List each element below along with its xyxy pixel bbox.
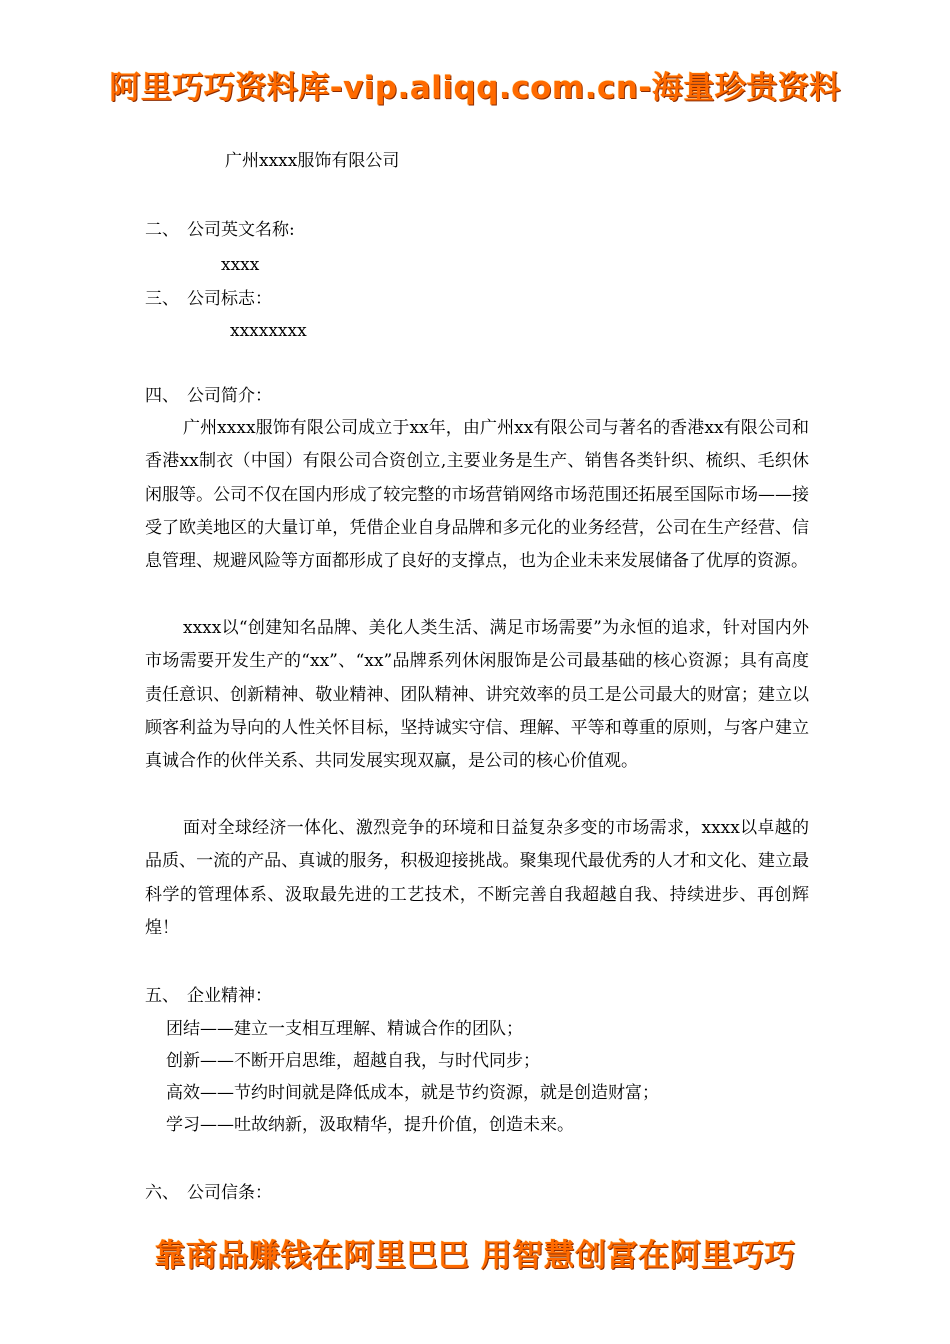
logo-value: xxxxxxxx bbox=[230, 321, 307, 341]
spirit-item: 团结——建立一支相互理解、精诚合作的团队； bbox=[166, 1019, 523, 1039]
profile-paragraph: 广州xxxx服饰有限公司成立于xx年，由广州xx有限公司与著名的香港xx有限公司和香港xx制衣（中国）有限公司合资创立,主要业务是生产、销售各类针织、梳织、毛织休闲服等。公司不仅在国内形成了较完整的市场营销网络市场范围还拓展至国际市场——接受了欧美地区的大量订单，凭借企业自身品牌和多元化的业务经营，公司在生产经营、信息管理、规避风险等方面都形成了良好的支撑点，也为企业未来发展储备了优厚的资源。 bbox=[145, 418, 809, 572]
section-heading-spirit bbox=[145, 985, 272, 1007]
section-number: 二、 bbox=[145, 220, 179, 240]
spirit-item: 学习——吐故纳新，汲取精华，提升价值，创造未来。 bbox=[166, 1115, 574, 1135]
section-heading-logo bbox=[145, 288, 272, 310]
spirit-item: 高效——节约时间就是降低成本，就是节约资源，就是创造财富； bbox=[166, 1083, 659, 1103]
section-title: 公司简介： bbox=[187, 386, 272, 406]
section-title: 公司标志： bbox=[187, 289, 272, 309]
profile-paragraph: 面对全球经济一体化、激烈竞争的环境和日益复杂多变的市场需求，xxxx以卓越的品质、一流的产品、真诚的服务，积极迎接挑战。聚集现代最优秀的人才和文化、建立最科学的管理体系、汲取最先进的工艺技术，不断完善自我超越自我、持续进步、再创辉煌！ bbox=[145, 818, 809, 938]
section-title: 公司英文名称: bbox=[187, 220, 295, 240]
header-banner: 阿里巧巧资料库-vip.aliqq.com.cn-海量珍贵资料 bbox=[109, 70, 841, 106]
spirit-item: 创新——不断开启思维，超越自我，与时代同步； bbox=[166, 1051, 540, 1071]
english-name-value: xxxx bbox=[221, 255, 260, 275]
section-heading-creed bbox=[145, 1182, 272, 1204]
profile-paragraph: xxxx以“创建知名品牌、美化人类生活、满足市场需要”为永恒的追求，针对国内外市场需要开发生产的“xx”、“xx”品牌系列休闲服饰是公司最基础的核心资源；具有高度责任意识、创新精神、敬业精神、团队精神、讲究效率的员工是公司最大的财富；建立以顾客利益为导向的人性关怀目标，坚持诚实守信、理解、平等和尊重的原则，与客户建立真诚合作的伙伴关系、共同发展实现双赢，是公司的核心价值观。 bbox=[145, 618, 809, 772]
company-name-cn: 广州xxxx服饰有限公司 bbox=[225, 151, 400, 171]
section-title: 企业精神： bbox=[187, 986, 272, 1006]
section-number: 六、 bbox=[145, 1183, 179, 1203]
section-heading-profile bbox=[145, 385, 272, 407]
footer-banner: 靠商品赚钱在阿里巴巴 用智慧创富在阿里巧巧 bbox=[154, 1238, 796, 1274]
section-number: 三、 bbox=[145, 289, 179, 309]
section-heading-english-name bbox=[145, 219, 295, 241]
section-title: 公司信条： bbox=[187, 1183, 272, 1203]
section-number: 四、 bbox=[145, 386, 179, 406]
section-number: 五、 bbox=[145, 986, 179, 1006]
